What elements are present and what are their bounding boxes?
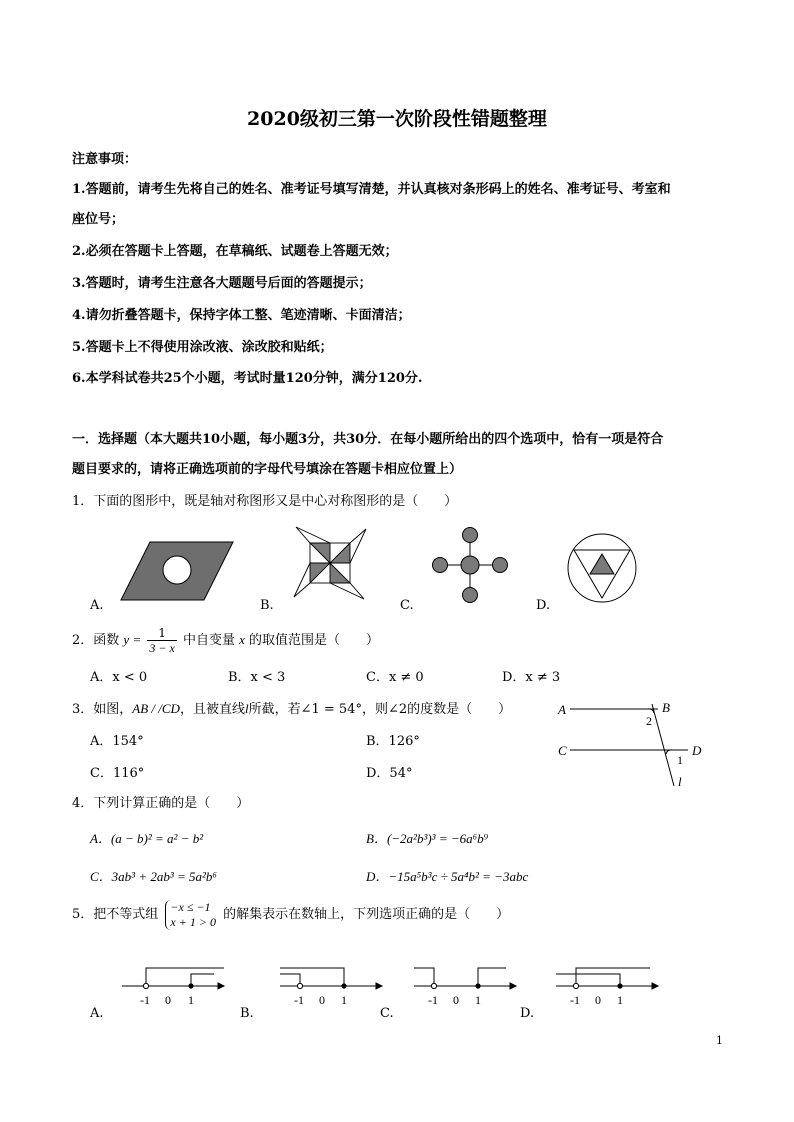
notice-item: 6.本学科试卷共25个小题，考试时量120分钟，满分120分. bbox=[72, 371, 423, 386]
notice-item: 1.答题前，请考生先将自己的姓名、准考证号填写清楚，并认真核对条形码上的姓名、准考证号、考室和 bbox=[72, 182, 671, 197]
q4-option-c: C．3ab³ + 2ab³ = 5a²b⁶ bbox=[90, 869, 217, 884]
notice-item: 2.必须在答题卡上答题，在草稿纸、试题卷上答题无效； bbox=[72, 244, 398, 259]
q3-label-b: B bbox=[662, 700, 670, 715]
q3-angle-1: 1 bbox=[677, 753, 683, 767]
q5-label-c: C. bbox=[380, 1006, 394, 1021]
q3-figure-parallel-lines bbox=[552, 696, 712, 792]
tick-label: 1 bbox=[341, 993, 347, 1007]
tick-label: 0 bbox=[595, 993, 601, 1007]
q2-num: 2．函数 bbox=[72, 633, 120, 648]
tick-label: 0 bbox=[453, 993, 459, 1007]
q2-option-d: D．x ≠ 3 bbox=[502, 670, 561, 685]
q5-stem-b: 的解集表示在数轴上，下列选项正确的是（ ） bbox=[223, 907, 510, 922]
question-3-stem bbox=[72, 698, 511, 717]
section-heading-cont: 题目要求的，请将正确选项前的字母代号填涂在答题卡相应位置上） bbox=[72, 462, 463, 477]
q3-option-b: B．126° bbox=[366, 734, 420, 749]
q3-stem-e: 所截，若∠1 = 54°，则∠2的度数是（ ） bbox=[248, 702, 512, 717]
q3-option-a: A．154° bbox=[90, 734, 144, 749]
q1-label-a: A. bbox=[90, 598, 104, 613]
q3-label-c: C bbox=[558, 743, 567, 758]
q2-option-a: A．x < 0 bbox=[90, 670, 148, 685]
q5-numberline-b bbox=[276, 962, 386, 1008]
q2-option-c: C．x ≠ 0 bbox=[366, 670, 424, 685]
q1-label-d: D. bbox=[536, 598, 551, 613]
tick-label: 0 bbox=[319, 993, 325, 1007]
q5-stem-a: 5．把不等式组 bbox=[72, 907, 159, 922]
q4-option-a: A．(a − b)² = a² − b² bbox=[90, 831, 204, 846]
q1-figure-b-pinwheel bbox=[290, 523, 370, 603]
q2-y: y = bbox=[123, 632, 142, 647]
q3-parallel: AB / /CD bbox=[132, 701, 180, 716]
q3-line-l: l bbox=[244, 701, 249, 716]
q2-option-b: B．x < 3 bbox=[228, 670, 286, 685]
q3-label-l: l bbox=[678, 774, 682, 789]
q5-inequality-system bbox=[165, 900, 216, 930]
question-4-stem: 4．下列计算正确的是（ ） bbox=[72, 796, 250, 811]
q3-option-c: C．116° bbox=[90, 766, 145, 781]
q5-numberline-d bbox=[552, 962, 662, 1008]
q3-stem-c: ，且被直线 bbox=[179, 702, 245, 717]
tick-label: 1 bbox=[475, 993, 481, 1007]
q1-figure-c-circles-cross bbox=[430, 525, 510, 605]
notice-heading: 注意事项： bbox=[72, 152, 138, 167]
q2-frac-den: 3 − x bbox=[149, 641, 175, 655]
q3-angle-2: 2 bbox=[646, 714, 652, 728]
question-5-stem bbox=[72, 898, 509, 932]
q2-mid: 中自变量 bbox=[182, 633, 235, 648]
q5-label-a: A. bbox=[90, 1006, 104, 1021]
notice-item: 座位号； bbox=[72, 212, 125, 227]
q5-numberline-c bbox=[410, 962, 520, 1008]
notice-item: 3.答题时，请考生注意各大题题号后面的答题提示； bbox=[72, 276, 372, 291]
q1-label-c: C. bbox=[400, 598, 414, 613]
tick-label: 1 bbox=[617, 993, 623, 1007]
q5-label-b: B. bbox=[240, 1006, 254, 1021]
q5-numberline-a bbox=[118, 962, 228, 1008]
q5-label-d: D. bbox=[520, 1006, 535, 1021]
tick-label: -1 bbox=[570, 993, 580, 1007]
q2-var: x bbox=[239, 632, 245, 647]
tick-label: -1 bbox=[294, 993, 304, 1007]
q1-label-b: B. bbox=[260, 598, 274, 613]
q2-tail: 的取值范围是（ ） bbox=[249, 633, 380, 648]
tick-label: -1 bbox=[140, 993, 150, 1007]
section-heading: 一．选择题（本大题共10小题，每小题3分，共30分．在每小题所给出的四个选项中，恰有一项是符合 bbox=[72, 432, 664, 447]
q3-label-a: A bbox=[558, 702, 566, 717]
question-1-stem: 1．下面的图形中，既是轴对称图形又是中心对称图形的是（ ） bbox=[72, 494, 458, 509]
q2-fraction bbox=[147, 626, 176, 655]
page-title: 2020级初三第一次阶段性错题整理 bbox=[247, 108, 547, 130]
question-2-stem bbox=[72, 622, 379, 659]
q3-label-d: D bbox=[692, 743, 702, 758]
tick-label: 0 bbox=[165, 993, 171, 1007]
q4-option-d: D．−15a⁵b³c ÷ 5a⁴b² = −3abc bbox=[366, 869, 529, 884]
notice-item: 4.请勿折叠答题卡，保持字体工整、笔迹清晰、卡面清洁； bbox=[72, 308, 411, 323]
q4-option-b: B．(−2a²b³)³ = −6a⁶b⁹ bbox=[366, 831, 489, 846]
q2-frac-num: 1 bbox=[147, 626, 176, 641]
q1-figure-d-triangle-in-circle bbox=[566, 532, 638, 604]
page-number: 1 bbox=[716, 1034, 723, 1047]
q5-ineq-2: x + 1 > 0 bbox=[170, 914, 216, 929]
tick-label: 1 bbox=[188, 993, 194, 1007]
notice-item: 5.答题卡上不得使用涂改液、涂改胶和贴纸； bbox=[72, 340, 333, 355]
q1-figure-a-parallelogram bbox=[120, 540, 235, 604]
tick-label: -1 bbox=[428, 993, 438, 1007]
q3-stem-a: 3．如图， bbox=[72, 702, 133, 717]
q5-ineq-1: −x ≤ −1 bbox=[170, 899, 211, 914]
q3-option-d: D．54° bbox=[366, 766, 413, 781]
